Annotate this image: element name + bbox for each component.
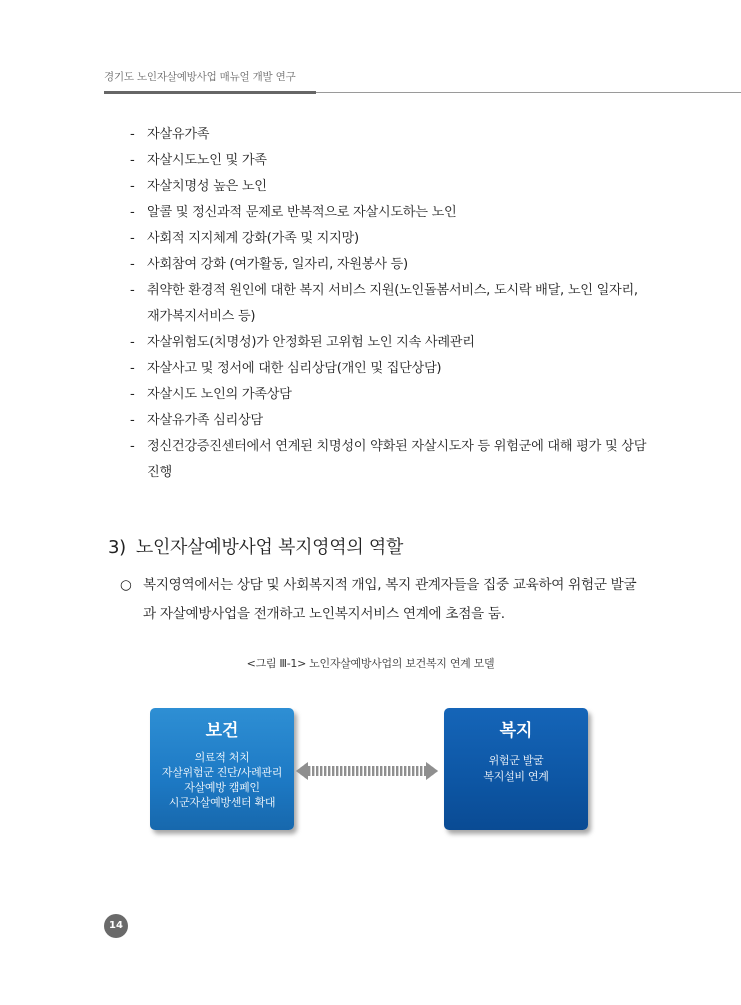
list-item (130, 278, 650, 330)
list-item (130, 252, 650, 278)
list-item-text: 정신건강증진센터에서 연계된 치명성이 약화된 자살시도자 등 위험군에 대해 평가 및 상담진행 (147, 439, 647, 480)
health-box-line: 자살위험군 진단/사례관리 (161, 766, 283, 779)
bullet-dash: - (130, 413, 135, 428)
health-box-line: 자살예방 캠페인 (184, 781, 260, 794)
list-item-text: 자살유가족 심리상담 (147, 413, 263, 428)
list-item (130, 174, 650, 200)
bullet-dash: - (130, 153, 135, 168)
list-item (130, 122, 650, 148)
running-header: 경기도 노인자살예방사업 매뉴얼 개발 연구 (104, 71, 296, 83)
list-item-text: 자살시도노인 및 가족 (147, 153, 267, 168)
list-item-text: 자살시도 노인의 가족상담 (147, 387, 292, 402)
list-item (130, 434, 650, 486)
list-item (130, 408, 650, 434)
list-item-text: 자살사고 및 정서에 대한 심리상담(개인 및 집단상담) (147, 361, 442, 376)
welfare-box-lines (444, 753, 588, 785)
section-heading (108, 533, 403, 559)
bullet-dash: - (130, 179, 135, 194)
bullet-dash: - (130, 231, 135, 246)
body-paragraph (120, 571, 645, 629)
bullet-dash: - (130, 283, 135, 298)
welfare-box-line: 위험군 발굴 (488, 754, 544, 767)
page-number-badge: 14 (104, 914, 128, 938)
bullet-dash: - (130, 439, 135, 454)
bullet-dash: - (130, 387, 135, 402)
circle-marker: ○ (120, 577, 132, 593)
health-box-line: 의료적 처치 (194, 751, 250, 764)
welfare-box (444, 708, 588, 830)
bullet-list (130, 122, 650, 486)
bullet-dash: - (130, 335, 135, 350)
health-box-lines (150, 750, 294, 810)
list-item-text: 취약한 환경적 원인에 대한 복지 서비스 지원(노인돌봄서비스, 도시락 배달, 노인 일자리, 재가복지서비스 등) (147, 283, 638, 324)
header-rule-accent (104, 91, 316, 94)
health-box-title: 보건 (205, 721, 239, 741)
welfare-box-line: 복지설비 연계 (483, 770, 549, 783)
health-box-line: 시군자살예방센터 확대 (168, 796, 276, 809)
bullet-dash: - (130, 127, 135, 142)
double-arrow-icon (296, 760, 438, 782)
bullet-dash: - (130, 361, 135, 376)
list-item-text: 알콜 및 정신과적 문제로 반복적으로 자살시도하는 노인 (147, 205, 457, 220)
welfare-box-title: 복지 (499, 721, 533, 741)
list-item-text: 자살치명성 높은 노인 (147, 179, 267, 194)
paragraph-text: 복지영역에서는 상담 및 사회복지적 개입, 복지 관계자들을 집중 교육하여 위험군 발굴과 자살예방사업을 전개하고 노인복지서비스 연계에 초점을 둠. (143, 577, 637, 622)
list-item (130, 356, 650, 382)
figure-caption: <그림 Ⅲ-1> 노인자살예방사업의 보건복지 연계 모델 (246, 657, 495, 670)
list-item (130, 382, 650, 408)
list-item (130, 330, 650, 356)
bullet-dash: - (130, 205, 135, 220)
section-number: 3) (108, 537, 126, 558)
list-item-text: 사회참여 강화 (여가활동, 일자리, 자원봉사 등) (147, 257, 408, 272)
section-title: 노인자살예방사업 복지영역의 역할 (135, 537, 404, 558)
bullet-dash: - (130, 257, 135, 272)
list-item (130, 200, 650, 226)
list-item (130, 148, 650, 174)
health-box (150, 708, 294, 830)
list-item-text: 자살위험도(치명성)가 안정화된 고위험 노인 지속 사례관리 (147, 335, 475, 350)
list-item-text: 자살유가족 (147, 127, 210, 142)
list-item-text: 사회적 지지체계 강화(가족 및 지지망) (147, 231, 359, 246)
list-item (130, 226, 650, 252)
